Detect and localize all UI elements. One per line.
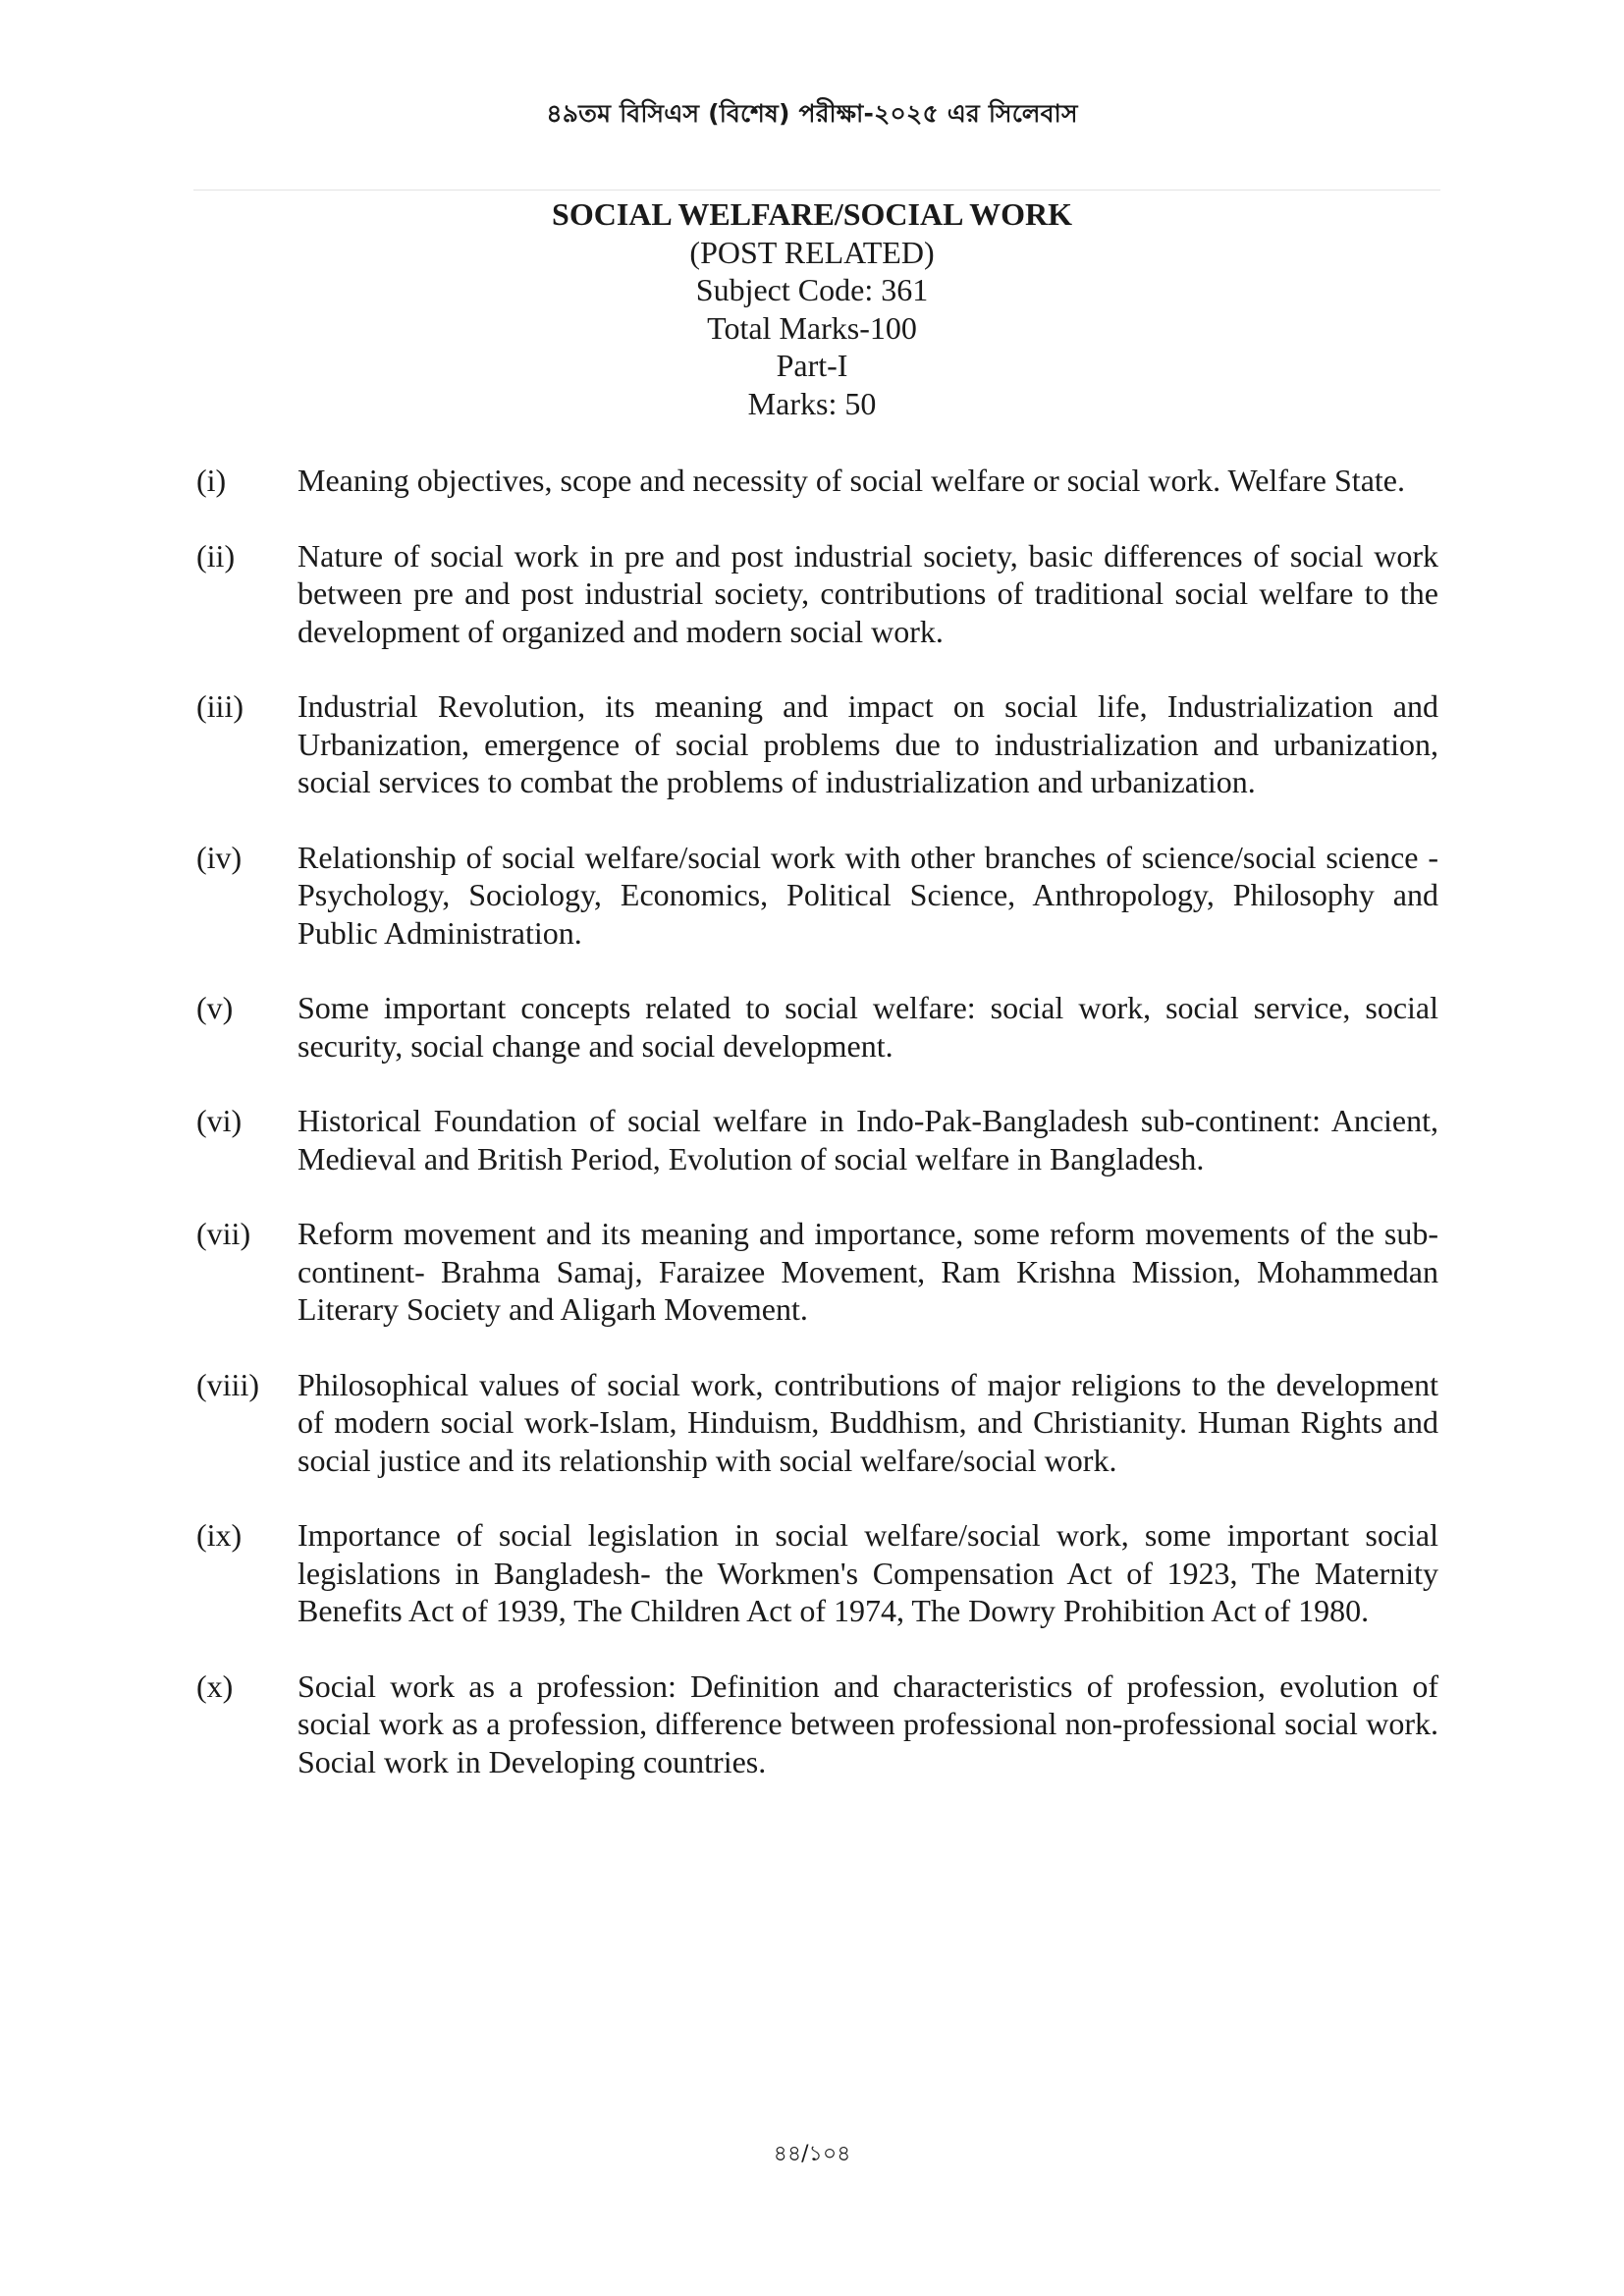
item-number: (i) <box>196 463 227 498</box>
post-related-label: (POST RELATED) <box>689 234 935 270</box>
syllabus-item <box>196 687 1438 801</box>
header-divider <box>193 190 1440 191</box>
item-text: Nature of social work in pre and post industrial society, basic differences of social work between pre and post industrial society, contributions of traditional social welfare to the development of organized and modern social work. <box>298 537 1438 649</box>
item-number: (v) <box>196 990 234 1025</box>
item-number: (iii) <box>196 688 244 724</box>
item-number: (ix) <box>196 1517 243 1553</box>
syllabus-item <box>196 462 1438 500</box>
item-number: (viii) <box>196 1366 259 1402</box>
subject-code: Subject Code: 361 <box>695 272 929 307</box>
item-text: Historical Foundation of social welfare in Indo-Pak-Bangladesh sub-continent: Ancient, Medieval and British Period, Evolution of social welfare in Bangladesh. <box>298 1103 1438 1176</box>
total-marks: Total Marks-100 <box>707 309 917 346</box>
item-number: (ii) <box>196 537 236 574</box>
syllabus-item <box>196 1667 1438 1781</box>
item-number: (x) <box>196 1667 234 1704</box>
syllabus-item <box>196 839 1438 953</box>
item-number: (vi) <box>196 1103 243 1138</box>
syllabus-list <box>196 462 1438 1818</box>
syllabus-item <box>196 1366 1438 1480</box>
item-number: (iv) <box>196 839 243 875</box>
item-text: Social work as a profession: Definition and characteristics of profession, evolution of social work as a profession, difference between professional non-professional social work. Social work in Developing countries. <box>298 1667 1438 1779</box>
syllabus-item <box>196 1215 1438 1329</box>
item-text: Philosophical values of social work, contributions of major religions to the development of modern social work-Islam, Hinduism, Buddhism, and Christianity. Human Rights and social justice and its relationship with social welfare/social work. <box>298 1366 1438 1478</box>
syllabus-item <box>196 1102 1438 1177</box>
item-text: Reform movement and its meaning and importance, some reform movements of the sub-continent- Brahma Samaj, Faraizee Movement, Ram Krishna Mission, Mohammedan Literary Society and Aligarh Movement. <box>298 1216 1438 1327</box>
item-text: Meaning objectives, scope and necessity of social welfare or social work. Welfare State. <box>298 463 1405 498</box>
item-text: Some important concepts related to social welfare: social work, social service, social security, social change and social development. <box>298 990 1438 1064</box>
subject-title: SOCIAL WELFARE/SOCIAL WORK <box>552 196 1072 232</box>
syllabus-item <box>196 989 1438 1065</box>
item-text: Importance of social legislation in social welfare/social work, some important social legislations in Bangladesh- the Workmen's Compensation Act of 1923, The Maternity Benefits Act of 1939, The Children Act of 1974, The Dowry Prohibition Act of 1980. <box>298 1517 1438 1628</box>
part-marks: Marks: 50 <box>747 385 877 421</box>
running-header: ৪৯তম বিসিএস (বিশেষ) পরীক্ষা-২০২৫ এর সিলেবাস <box>546 99 1078 128</box>
part-label: Part-I <box>776 348 848 383</box>
item-text: Relationship of social welfare/social work with other branches of science/social science - Psychology, Sociology, Economics, Political Science, Anthropology, Philosophy and Public Administration. <box>298 839 1438 951</box>
syllabus-item <box>196 537 1438 651</box>
syllabus-item <box>196 1516 1438 1630</box>
title-block <box>0 195 1624 422</box>
item-text: Industrial Revolution, its meaning and impact on social life, Industrialization and Urbanization, emergence of social problems due to industrialization and urbanization, social services to combat the problems of industrialization and urbanization. <box>298 688 1438 799</box>
item-number: (vii) <box>196 1216 251 1251</box>
page-number: ৪৪/১০৪ <box>773 2142 851 2166</box>
